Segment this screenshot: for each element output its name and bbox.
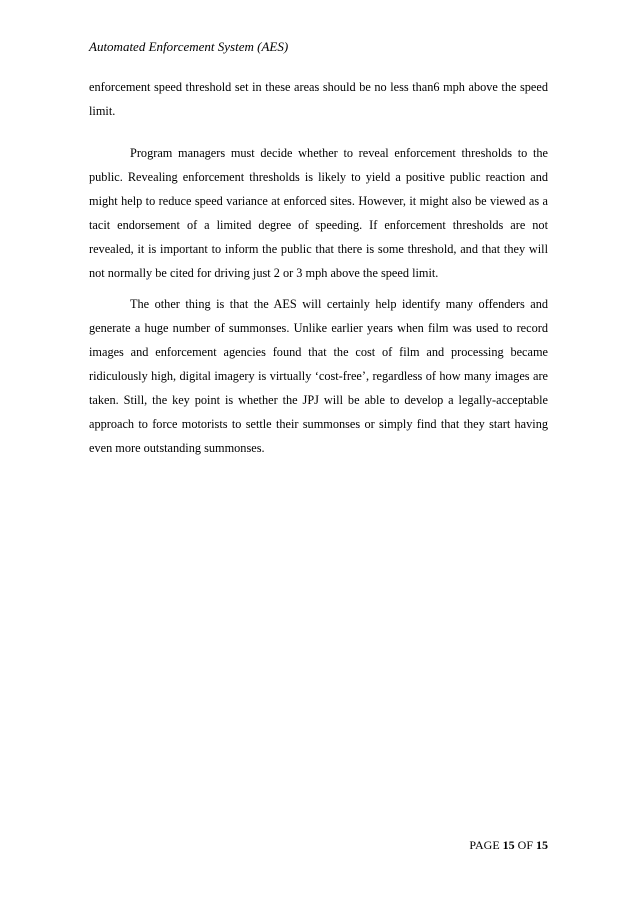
of-label: OF	[517, 838, 533, 852]
total-pages-number: 15	[536, 838, 548, 852]
current-page-number: 15	[502, 838, 515, 852]
paragraph-summonses: The other thing is that the AES will certainly help identify many offenders and generate a huge number of summonses. Unlike earlier years when film was used to record images and enforcement agencies found that the cost of film and processing became ridiculously high, digital imagery is virtually ‘cost-free’, regardless of how many images are taken. Still, the key point is whether the JPJ will be able to develop a legally-acceptable approach to force motorists to settle their summonses or simply find that they start having even more outstanding summonses.	[89, 297, 548, 455]
page-label: PAGE	[469, 838, 500, 852]
paragraph-continuation: enforcement speed threshold set in these areas should be no less than6 mph above the speed limit.	[89, 80, 548, 118]
paragraph-thresholds: Program managers must decide whether to reveal enforcement thresholds to the public. Revealing enforcement thresholds is likely to yield a positive public reaction and might help to reduce speed variance at enforced sites. However, it might also be viewed as a tacit endorsement of a limited degree of speeding. If enforcement thresholds are not revealed, it is important to inform the public that there is some threshold, and that they will not normally be cited for driving just 2 or 3 mph above the speed limit.	[89, 146, 548, 280]
page-number	[469, 838, 548, 853]
running-header: Automated Enforcement System (AES)	[89, 39, 289, 54]
